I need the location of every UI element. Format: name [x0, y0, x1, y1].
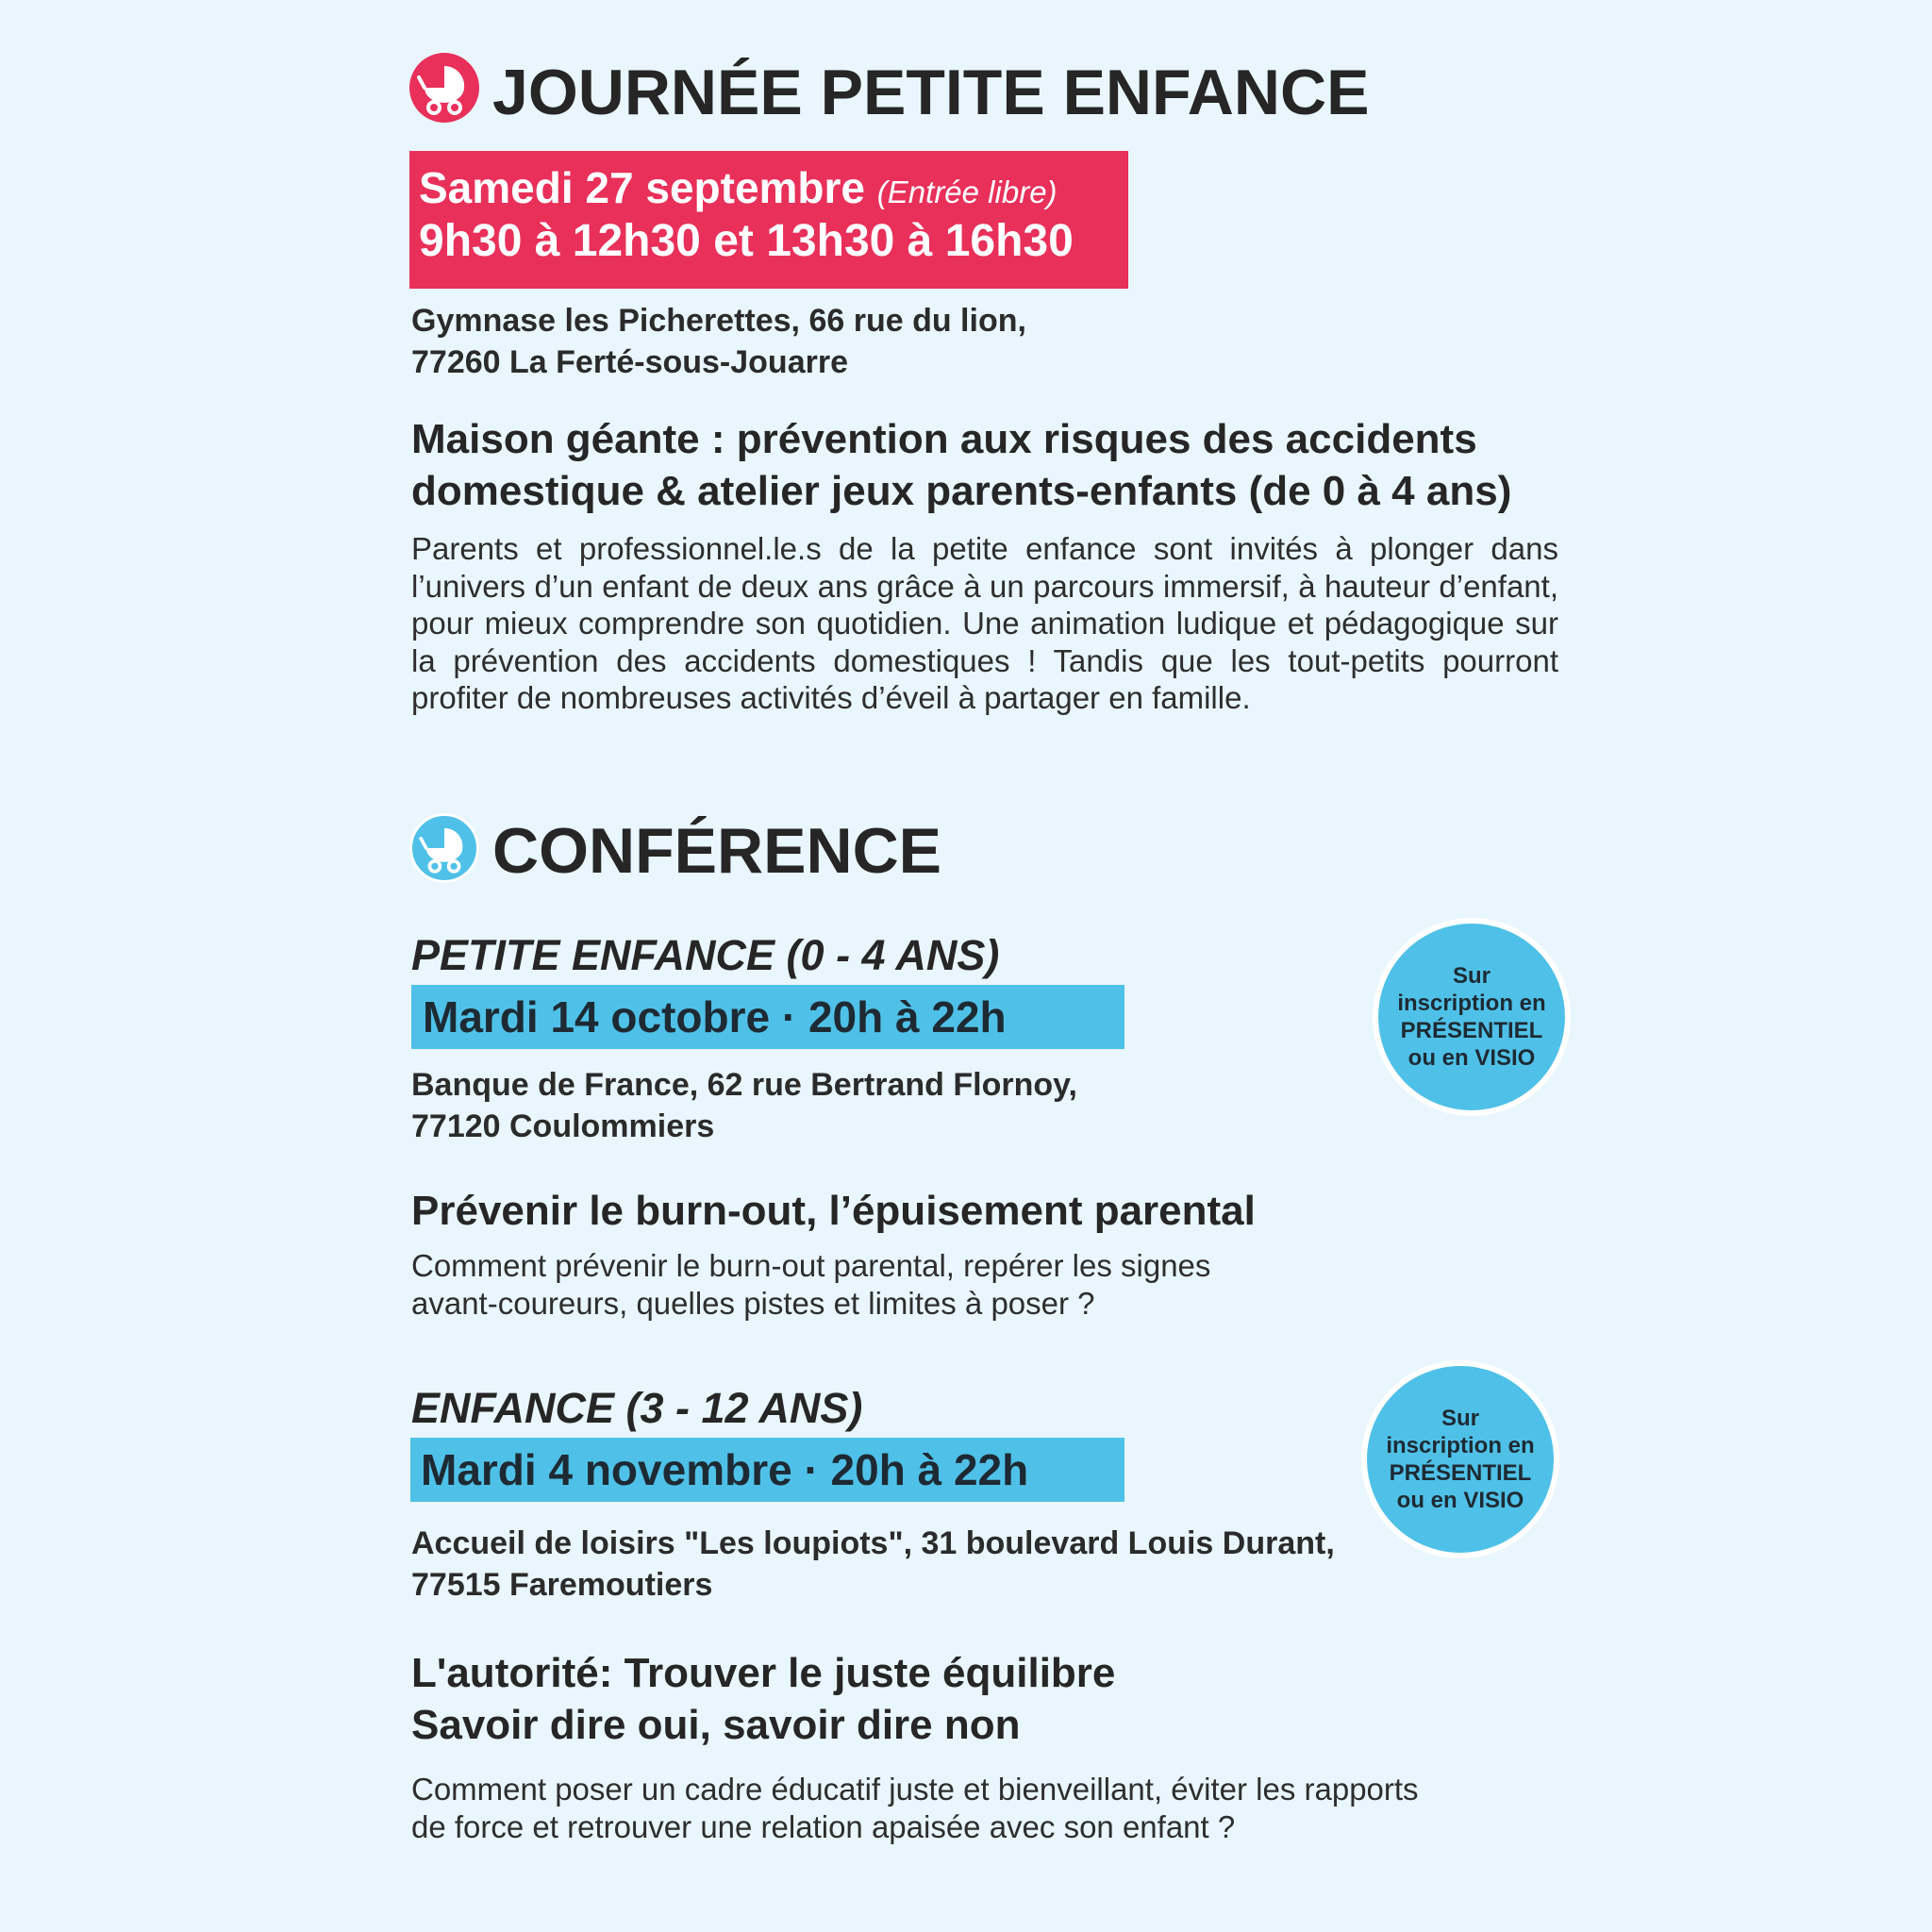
journee-address-line1: Gymnase les Picherettes, 66 rue du lion,: [411, 303, 1026, 339]
event-description-line1: Comment poser un cadre éducatif juste et bienveillant, éviter les rapports: [411, 1772, 1419, 1807]
journee-address-line2: 77260 La Ferté-sous-Jouarre: [411, 344, 848, 380]
badge-line: ou en VISIO: [1407, 1045, 1536, 1071]
event-category: ENFANCE (3 - 12 ANS): [411, 1384, 863, 1432]
badge-line: inscription en: [1386, 1433, 1535, 1458]
event-topic-line1: L'autorité: Trouver le juste équilibre: [411, 1650, 1116, 1696]
event-description: [411, 1247, 1210, 1323]
event-address: [411, 1064, 1077, 1147]
event-description: [411, 1771, 1419, 1846]
journee-hours: 9h30 à 12h30 et 13h30 à 16h30: [419, 216, 1074, 266]
badge-line: ou en VISIO: [1396, 1488, 1524, 1513]
badge-line: Sur: [1452, 963, 1491, 989]
badge-line: PRÉSENTIEL: [1389, 1460, 1532, 1486]
journee-heading-line1: Maison géante : prévention aux risques des accidents: [411, 416, 1477, 462]
journee-date-box: [409, 151, 1128, 289]
journee-date-text: Samedi 27 septembre: [419, 163, 866, 212]
journee-header: [409, 53, 1370, 128]
journee-description: Parents et professionnel.le.s de la petite enfance sont invités à plonger dans l’univers d’un enfant de deux ans grâce à un parcours immersif, à hauteur d’enfant, pour mieux comprendre son quotidien. Une animation ludique et pédagogique sur la prévention des accidents domestiques ! Tandis que les tout-petits pourront profiter de nombreuses activités d’éveil à partager en famille.: [411, 531, 1558, 715]
event-address-line2: 77515 Faremoutiers: [411, 1567, 713, 1603]
event-date-time: Mardi 4 novembre · 20h à 22h: [421, 1445, 1029, 1494]
event-description-line2: de force et retrouver une relation apaisée avec son enfant ?: [411, 1809, 1236, 1844]
journee-heading-line2: domestique & atelier jeux parents-enfants (de 0 à 4 ans): [411, 468, 1512, 514]
journee-title: JOURNÉE PETITE ENFANCE: [492, 57, 1370, 128]
event-topic: [411, 1647, 1115, 1751]
event-category: PETITE ENFANCE (0 - 4 ANS): [411, 931, 1000, 979]
badge-line: inscription en: [1397, 991, 1546, 1016]
journee-date: [419, 163, 1058, 212]
event-date-bar: [410, 1438, 1124, 1502]
event-description-line1: Comment prévenir le burn-out parental, repérer les signes: [411, 1248, 1211, 1283]
registration-badge: [1361, 1360, 1559, 1558]
event-topic: Prévenir le burn-out, l’épuisement parental: [411, 1188, 1256, 1234]
conference-header: [409, 811, 1070, 887]
event-date-bar: [411, 985, 1124, 1049]
stroller-icon: [409, 53, 479, 123]
event-address-line2: 77120 Coulommiers: [411, 1108, 715, 1144]
event-description-line2: avant-coureurs, quelles pistes et limites à poser ?: [411, 1286, 1095, 1321]
stroller-icon: [409, 813, 479, 883]
event-address-line1: Banque de France, 62 rue Bertrand Flornoy,: [411, 1067, 1077, 1103]
registration-badge: [1373, 918, 1571, 1116]
event-date-time: Mardi 14 octobre · 20h à 22h: [423, 992, 1007, 1041]
event-address-line1: Accueil de loisirs "Les loupiots", 31 boulevard Louis Durant,: [411, 1525, 1335, 1561]
journee-heading: [411, 413, 1511, 517]
conference-title: CONFÉRENCE: [492, 815, 942, 887]
journee-address: [411, 300, 1026, 383]
badge-line: Sur: [1441, 1406, 1479, 1431]
badge-line: PRÉSENTIEL: [1400, 1018, 1543, 1043]
journee-entry-note: (Entrée libre): [876, 175, 1058, 209]
event-topic-line2: Savoir dire oui, savoir dire non: [411, 1702, 1021, 1748]
event-address: [411, 1523, 1335, 1606]
